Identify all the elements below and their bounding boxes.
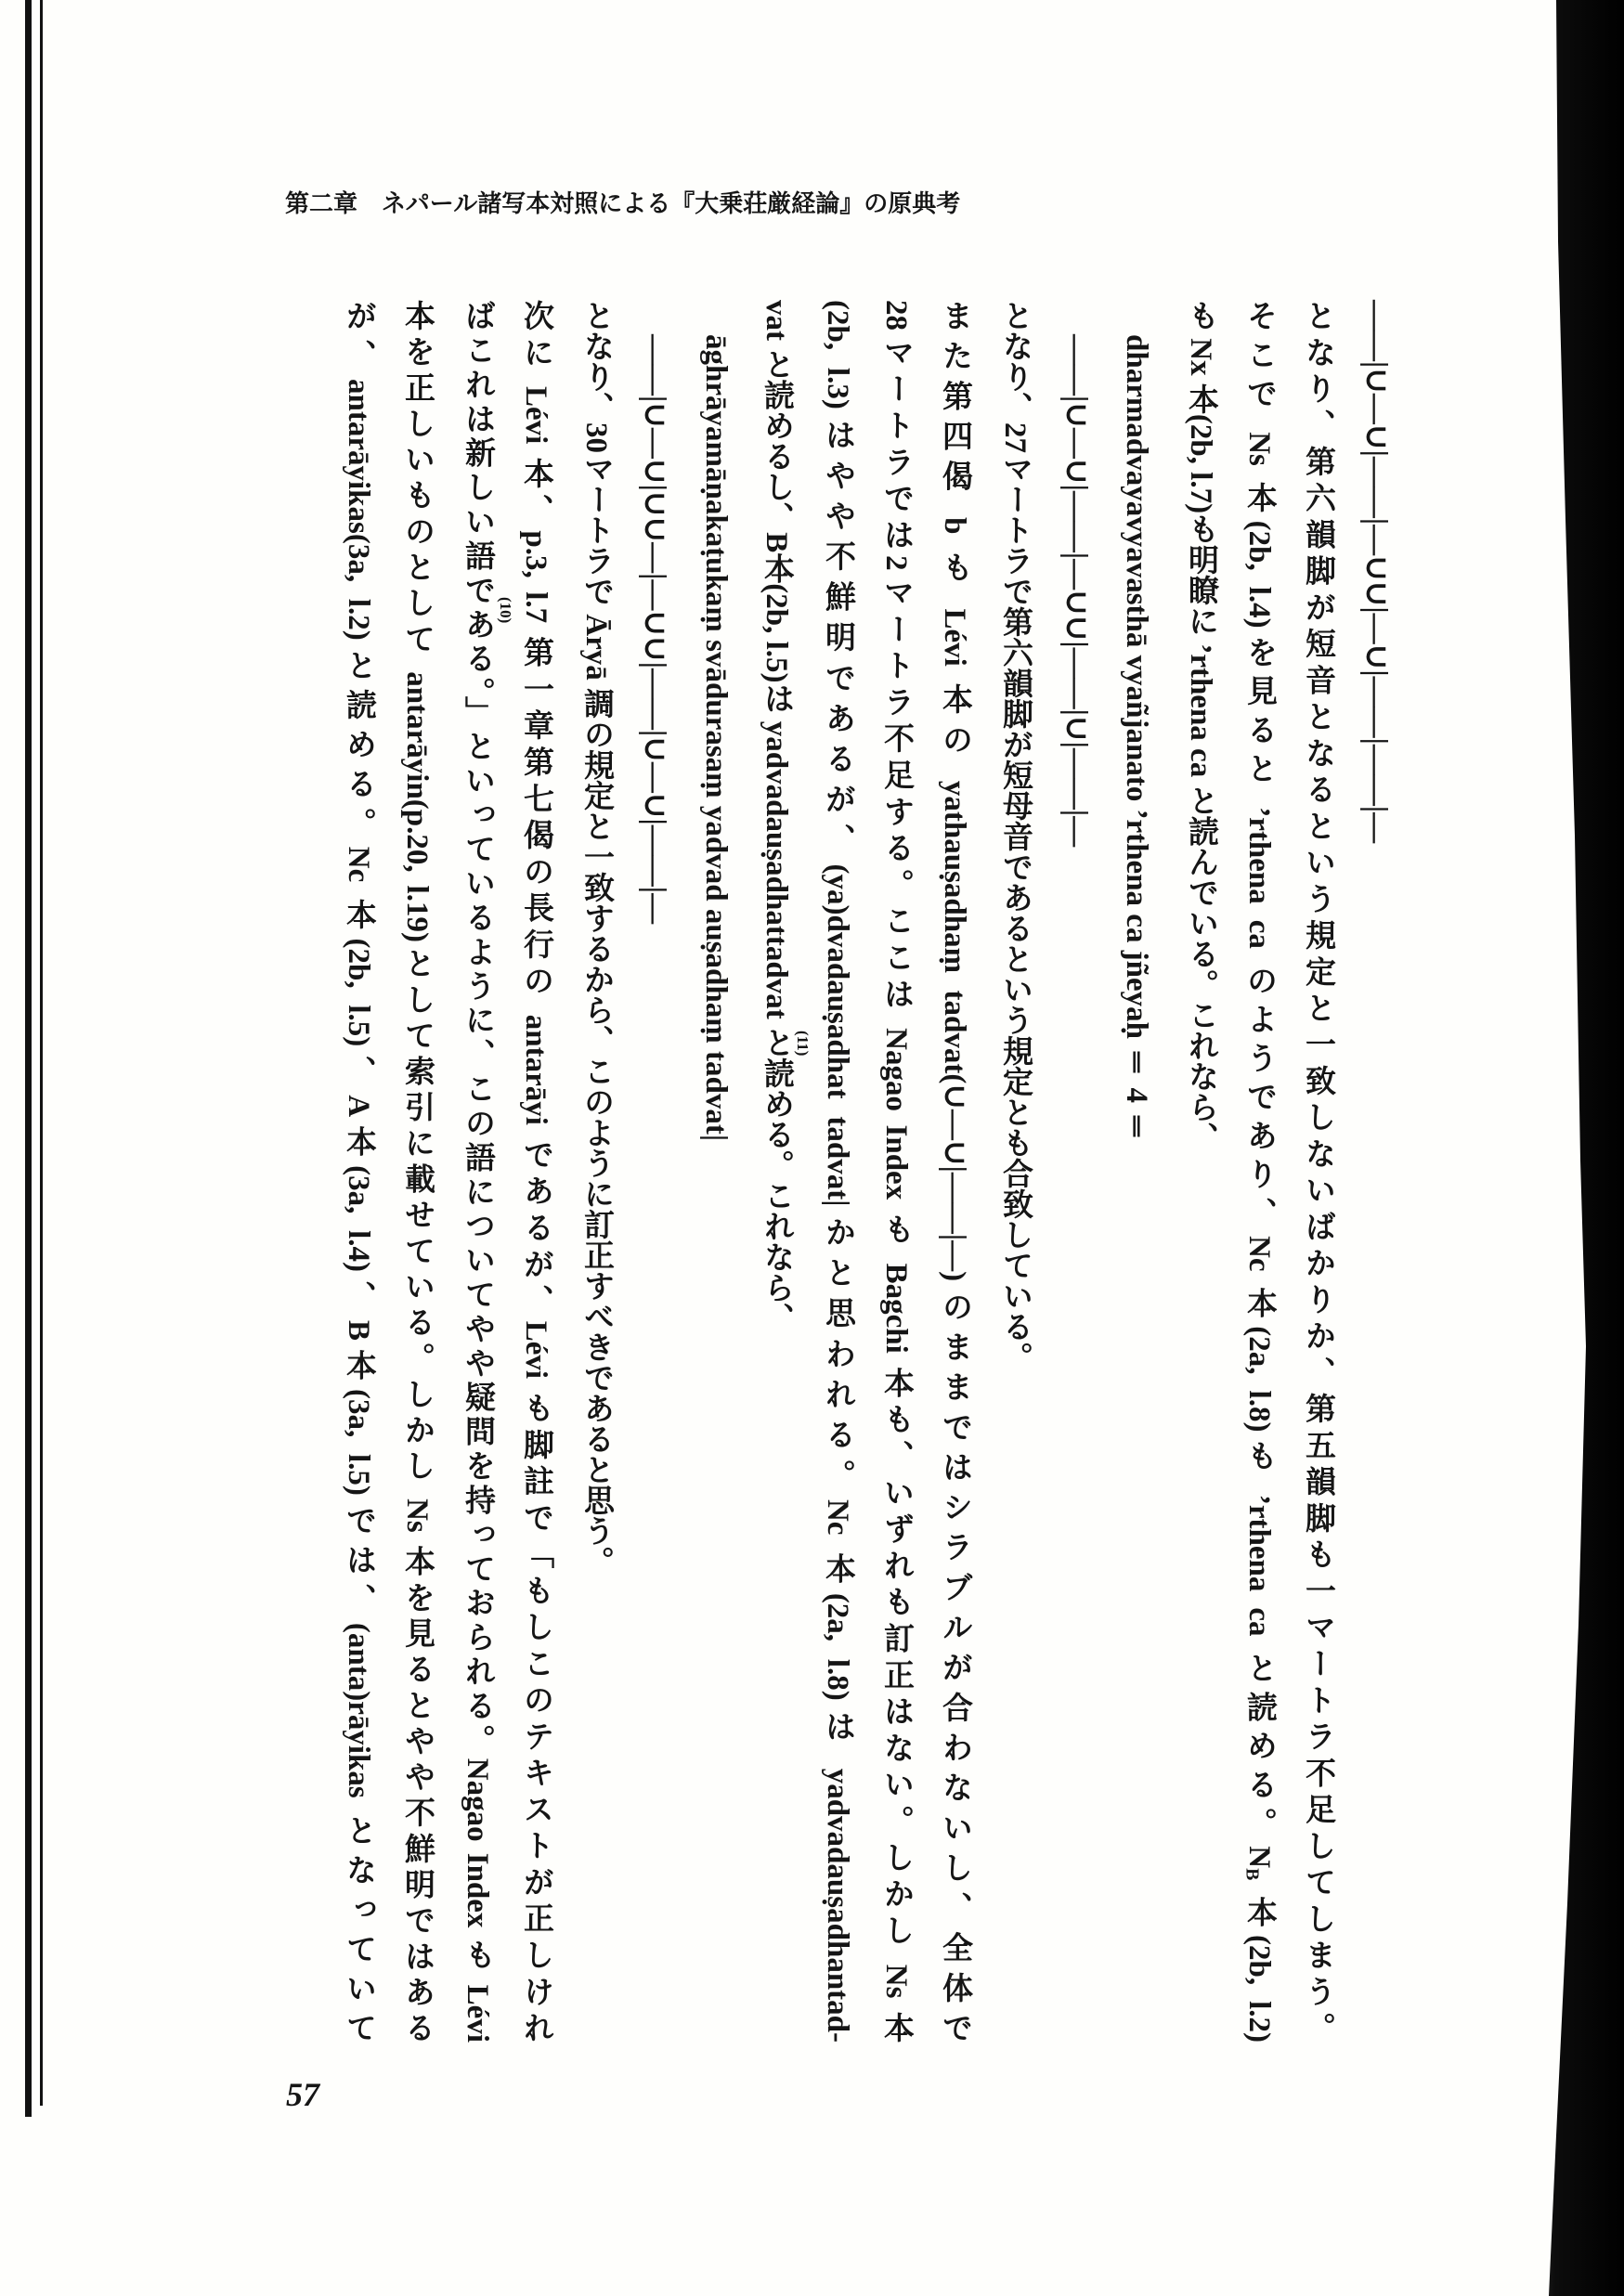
sanskrit-verse-line <box>693 334 739 2043</box>
text-column <box>1177 300 1224 2043</box>
sanskrit-verse-line <box>1113 334 1160 2043</box>
text-column <box>394 300 440 2043</box>
column-text: が、antarāyikas(3a, l.2)と読める。Nc 本(2b, l.5)、A本(3a, l.4)、B本(3a, l.5)では、(anta)rāyikas となっていて <box>342 300 375 2043</box>
column-text: vat と読めるし、B本(2b, l.5)は yadvadauṣadhattadvat と読める。これなら、 <box>760 300 793 1333</box>
column-text: となり、30マートラで Āryā 調の規定と一致するから、このように訂正すべきであると思う。 <box>579 300 613 1576</box>
column-text: ばこれは新しい語である。」といっているように、この語についてやや疑問を持っておられる。Nagao Index も Lévi <box>461 300 494 2043</box>
running-head: 第二章 ネパール諸写本対照による『大乗荘厳経論』の原典考 <box>285 190 961 218</box>
column-text: また第四偈 b も Lévi 本の yathauṣadhaṃ tadvat(∪—∪|——|—)のままではシラブルが合わないし、全体で <box>938 300 971 2043</box>
column-text-tail: 本(2b, l.2) <box>1242 1880 1276 2043</box>
meter-scansion-line <box>1053 334 1099 2043</box>
footnote-ref-10: (10) <box>497 597 514 624</box>
text-column <box>814 300 861 2043</box>
page-number: 57 <box>286 2076 319 2113</box>
text-column <box>753 300 799 2043</box>
column-text: となり、第六韻脚が短音となるという規定と一致しないばかりか、第五韻脚も一マートラ不足してしまう。 <box>1301 300 1334 2043</box>
column-text: も Nx 本(2b, l.7)も明瞭に ’rthena ca と読んでいる。これなら、 <box>1184 300 1217 1153</box>
binding-rule-thick <box>25 0 32 2117</box>
binding-rule-thin <box>40 0 43 2106</box>
text-column <box>931 300 978 2043</box>
text-column <box>1236 300 1282 2043</box>
text-column <box>454 300 500 2043</box>
column-text: (2b, l.3)はやや不鮮明であるが、(ya)dvadauṣadhat tadvat|かと思われる。Nc 本(2a, l.8)は yadvadauṣadhantad- <box>821 300 854 2043</box>
text-column <box>513 300 559 2043</box>
text-column <box>992 300 1038 2043</box>
text-column <box>335 300 382 2043</box>
column-text: āghrāyamāṇakaṭukaṃ svādurasaṃ yadvad auṣadhaṃ tadvat| <box>699 334 733 1142</box>
column-text: ——|∪—∪|——|—∪∪|——|∪|——|— <box>1059 334 1093 848</box>
column-text: ——|∪—∪|∪∪—|—∪∪|——|∪—∪|——|— <box>638 334 671 925</box>
column-text: 本を正しいものとして antarāyin(p.20, l.19)として索引に載せている。しかし Ns 本を見るとやや不鮮明ではある <box>400 300 434 2043</box>
scan-edge-shadow <box>1532 0 1624 2296</box>
meter-scansion-line <box>1353 300 1399 2043</box>
column-text: 次に Lévi 本、p.3, l.7 第一章第七偈の長行の antarāyi であるが、Lévi も脚註で「もしこのテキストが正しけれ <box>519 300 552 2043</box>
footnote-ref-11: (11) <box>794 1031 812 1057</box>
column-text: dharmadvayavyavasthā vyañjanato ’rthena ca jñeyaḥ ‖ 4 ‖ <box>1120 334 1153 1145</box>
column-text: そこで Ns 本(2b, l.4)を見ると ’rthena ca のようであり、Nc 本(2a, l.8)も ’rthena ca と読める。N <box>1242 300 1276 1869</box>
text-column <box>573 300 619 2043</box>
column-text: となり、27マートラで第六韻脚が短母音であるという規定とも合致している。 <box>998 300 1032 1372</box>
meter-scansion-line <box>631 334 678 2043</box>
text-column <box>873 300 919 2043</box>
text-column <box>1294 300 1341 2043</box>
siglum-subscript: B <box>1241 1868 1263 1881</box>
column-text: ——|∪—∪|——|—∪∪|—∪|——|——|— <box>1359 300 1393 844</box>
column-text: 28マートラでは2マートラ不足する。ここは Nagao Index も Bagchi 本も、いずれも訂正はない。しかし Ns 本 <box>879 300 913 2043</box>
